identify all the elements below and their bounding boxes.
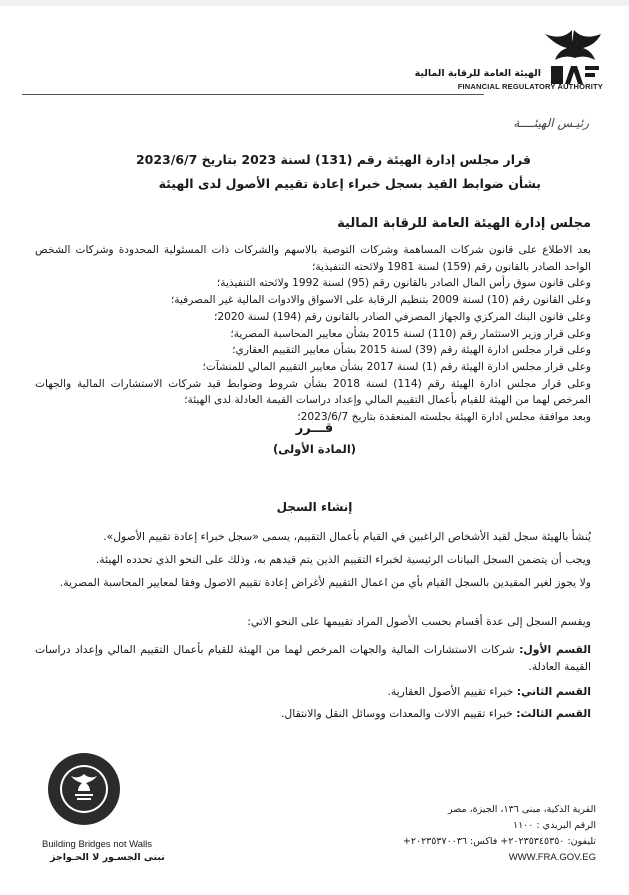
preamble-item: بعد الاطلاع على قانون شركات المساهمة وشركات التوصية بالاسهم والشركات ذات المسئولية المحدودة وشركات الشخص الواحد الصادر بالقانون رقم (159) لسنة 1981 ولائحته التنفيذية؛ bbox=[35, 244, 591, 273]
website-link[interactable]: WWW.FRA.GOV.EG bbox=[508, 852, 596, 863]
preamble-item: وعلى قانون البنك المركزي والجهاز المصرفي الصادر بالقانون رقم (194) لسنة 2020؛ bbox=[214, 310, 591, 323]
preamble-item: وبعد موافقة مجلس ادارة الهيئة بجلسته المنعقدة بتاريخ 2023/6/7؛ bbox=[297, 411, 591, 424]
logo-english-name: FINANCIAL REGULATORY AUTHORITY bbox=[457, 82, 603, 91]
section-heading: إنشاء السجل bbox=[276, 500, 353, 514]
top-border bbox=[0, 0, 629, 6]
preamble-item: وعلى قرار مجلس ادارة الهيئة رقم (39) لسنة 2015 بشأن معايير التقييم العقاري؛ bbox=[232, 344, 591, 357]
article-paragraph: يُنشأ بالهيئة سجل لقيد الأشخاص الراغبين في القيام بأعمال التقييم، يسمى «سجل خبراء إعادة تقييم الأصول». bbox=[103, 530, 591, 543]
preamble-item: وعلى قرار مجلس ادارة الهيئة رقم (114) لسنة 2018 بشأن شروط وضوابط قيد شركات الاستشارات المالية والجهات المرخص لهما من الهيئة للقيام بأعمال التقييم المالي وإعداد دراسات القيمة العادلة لدى الهيئة؛ bbox=[35, 377, 591, 407]
register-section bbox=[35, 705, 591, 722]
fra-seal-icon bbox=[47, 752, 121, 826]
decree-subject: بشأن ضوابط القيد بسجل خبراء إعادة تقييم الأصول لدى الهيئة bbox=[158, 176, 541, 191]
preamble-item: وعلى قرار وزير الاستثمار رقم (110) لسنة 2015 بشأن معايير المحاسبة المصرية؛ bbox=[230, 327, 591, 340]
register-section bbox=[35, 641, 591, 675]
fra-logo bbox=[413, 28, 603, 94]
preamble bbox=[35, 242, 591, 426]
falcon-icon bbox=[541, 28, 603, 86]
preamble-item: وعلى قانون سوق رأس المال الصادر بالقانون رقم (95) لسنة 1992 ولائحته التنفيذية؛ bbox=[216, 277, 591, 290]
preamble-item: وعلى القانون رقم (10) لسنة 2009 بتنظيم الرقابة على الاسواق والادوات المالية غير المصرفية؛ bbox=[170, 294, 591, 307]
decree-title: قرار مجلس إدارة الهيئة رقم (131) لسنة 2023 بتاريخ 2023/6/7 bbox=[135, 152, 531, 167]
chairman-label: رئيـس الهيئــــة bbox=[513, 116, 589, 130]
section-label: القسم الثالث: bbox=[516, 707, 591, 720]
article-paragraph: ولا يجوز لغير المقيدين بالسجل القيام بأي من اعمال التقييم لأغراض إعادة تقييم الاصول وفقا لمعايير المحاسبة المصرية. bbox=[59, 576, 591, 589]
header-divider bbox=[22, 94, 484, 95]
postal-code: الرقم البريدي : ١١٠٠ bbox=[512, 820, 596, 831]
slogan-english: Building Bridges not Walls bbox=[42, 839, 153, 850]
phone-fax: تليفون: ٢٠٢٣٥٣٤٥٣٥٠+ فاكس: ٢٠٢٣٥٣٧٠٠٣٦+ bbox=[402, 836, 596, 847]
section-label: القسم الثاني: bbox=[516, 685, 591, 698]
board-heading: مجلس إدارة الهيئة العامة للرقابة المالية bbox=[337, 216, 591, 231]
section-text: خبراء تقييم الأصول العقارية. bbox=[387, 685, 514, 698]
register-section bbox=[35, 683, 591, 700]
article-heading: (المادة الأولى) bbox=[272, 442, 357, 456]
decided-heading: قـــرر bbox=[295, 421, 334, 436]
article-paragraph: ويجب أن يتضمن السجل البيانات الرئيسية لخبراء التقييم الذين يتم قيدهم به، وذلك على النحو الذي تحدده الهيئة. bbox=[95, 553, 591, 566]
preamble-item: وعلى قرار مجلس ادارة الهيئة رقم (1) لسنة 2017 بشأن معايير التقييم المالي للمنشآت؛ bbox=[202, 360, 591, 373]
section-text: شركات الاستشارات المالية والجهات المرخص لهما من الهيئة للقيام بأعمال التقييم المالي وإعداد دراسات القيمة العادلة. bbox=[35, 643, 591, 673]
slogan-arabic: نبنى الجسـور لا الحـواجز bbox=[50, 852, 165, 863]
section-label: القسم الأول: bbox=[519, 643, 591, 656]
section-text: خبراء تقييم الالات والمعدات ووسائل النقل والانتقال. bbox=[281, 707, 513, 720]
article-paragraph: ويقسم السجل إلى عدة أقسام بحسب الأصول المراد تقييمها على النحو الاتي: bbox=[247, 615, 591, 628]
address: القرية الذكية، مبنى ١٣٦، الجيزة، مصر bbox=[448, 804, 596, 815]
logo-arabic-name: الهيئة العامة للرقابة المالية bbox=[414, 68, 541, 79]
